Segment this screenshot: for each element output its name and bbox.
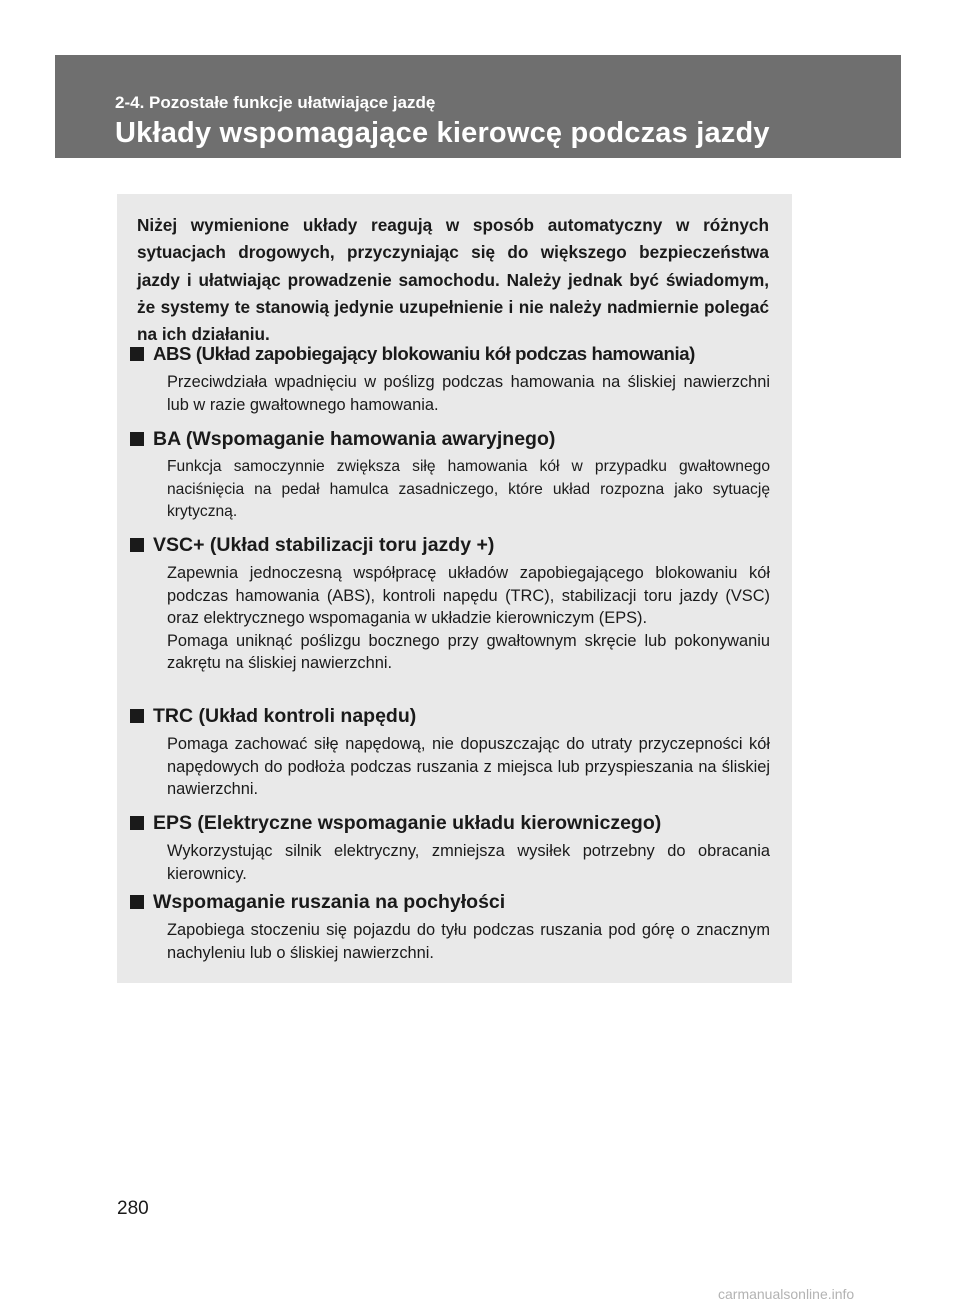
section-heading: TRC (Układ kontroli napędu) [127,704,772,728]
section-hill-start [127,890,772,964]
section-body: Wykorzystując silnik elektryczny, zmniejsza wysiłek potrzebny do obracania kierownicy. [167,842,770,883]
intro-paragraph: Niżej wymienione układy reagują w sposób automatyczny w różnych sytuacjach drogowych, przyczyniając się do większego bezpieczeństwa jazdy i ułatwiając prowadzenie samochodu. Należy jednak być świadomym, że systemy te stanowią jedynie uzupełnienie i nie należy nadmiernie polegać na ich działaniu. [137,215,769,345]
square-bullet-icon [130,432,144,446]
section-heading: EPS (Elektryczne wspomaganie układu kierowniczego) [127,811,772,835]
page-title: Układy wspomagające kierowcę podczas jazdy [115,117,770,149]
section-body: Pomaga zachować siłę napędową, nie dopuszczając do utraty przyczepności kół napędowych do podłoża podczas ruszania z miejsca lub przyspieszania na śliskiej nawierzchni. [167,735,770,799]
section-ba [127,427,772,524]
section-heading: VSC+ (Układ stabilizacji toru jazdy +) [127,533,772,557]
square-bullet-icon [130,895,144,909]
square-bullet-icon [130,709,144,723]
section-body: Zapewnia jednoczesną współpracę układów zapobiegającego blokowaniu kół podczas hamowania (ABS), kontroli napędu (TRC), stabilizacji toru jazdy (VSC) oraz elektrycznego wspomagania w układzie kierowniczym (EPS). Pomaga uniknąć poślizgu bocznego przy gwałtownym skręcie lub pokonywaniu zakrętu na śliskiej nawierzchni. [167,564,770,673]
section-vsc [127,533,772,675]
section-trc [127,704,772,801]
section-body: Zapobiega stoczeniu się pojazdu do tyłu podczas ruszania pod górę o znacznym nachyleniu lub o śliskiej nawierzchni. [167,921,770,962]
chapter-header [55,55,901,158]
section-eps [127,811,772,885]
square-bullet-icon [130,538,144,552]
square-bullet-icon [130,347,144,361]
section-body: Funkcja samoczynnie zwiększa siłę hamowania kół w przypadku gwałtownego naciśnięcia na pedał hamulca zasadniczego, które układ rozpozna jako sytuację krytyczną. [167,458,770,521]
section-heading: BA (Wspomaganie hamowania awaryjnego) [127,427,772,451]
page-number: 280 [117,1198,149,1219]
watermark-text: carmanualsonline.info [718,1286,855,1302]
section-abs [127,342,772,416]
square-bullet-icon [130,816,144,830]
info-panel [117,194,792,983]
section-heading: ABS (Układ zapobiegający blokowaniu kół podczas hamowania) [127,342,772,366]
section-label: 2-4. Pozostałe funkcje ułatwiające jazdę [115,93,436,112]
section-heading: Wspomaganie ruszania na pochyłości [127,890,772,914]
section-body: Przeciwdziała wpadnięciu w poślizg podczas hamowania na śliskiej nawierzchni lub w razie gwałtownego hamowania. [167,373,770,414]
